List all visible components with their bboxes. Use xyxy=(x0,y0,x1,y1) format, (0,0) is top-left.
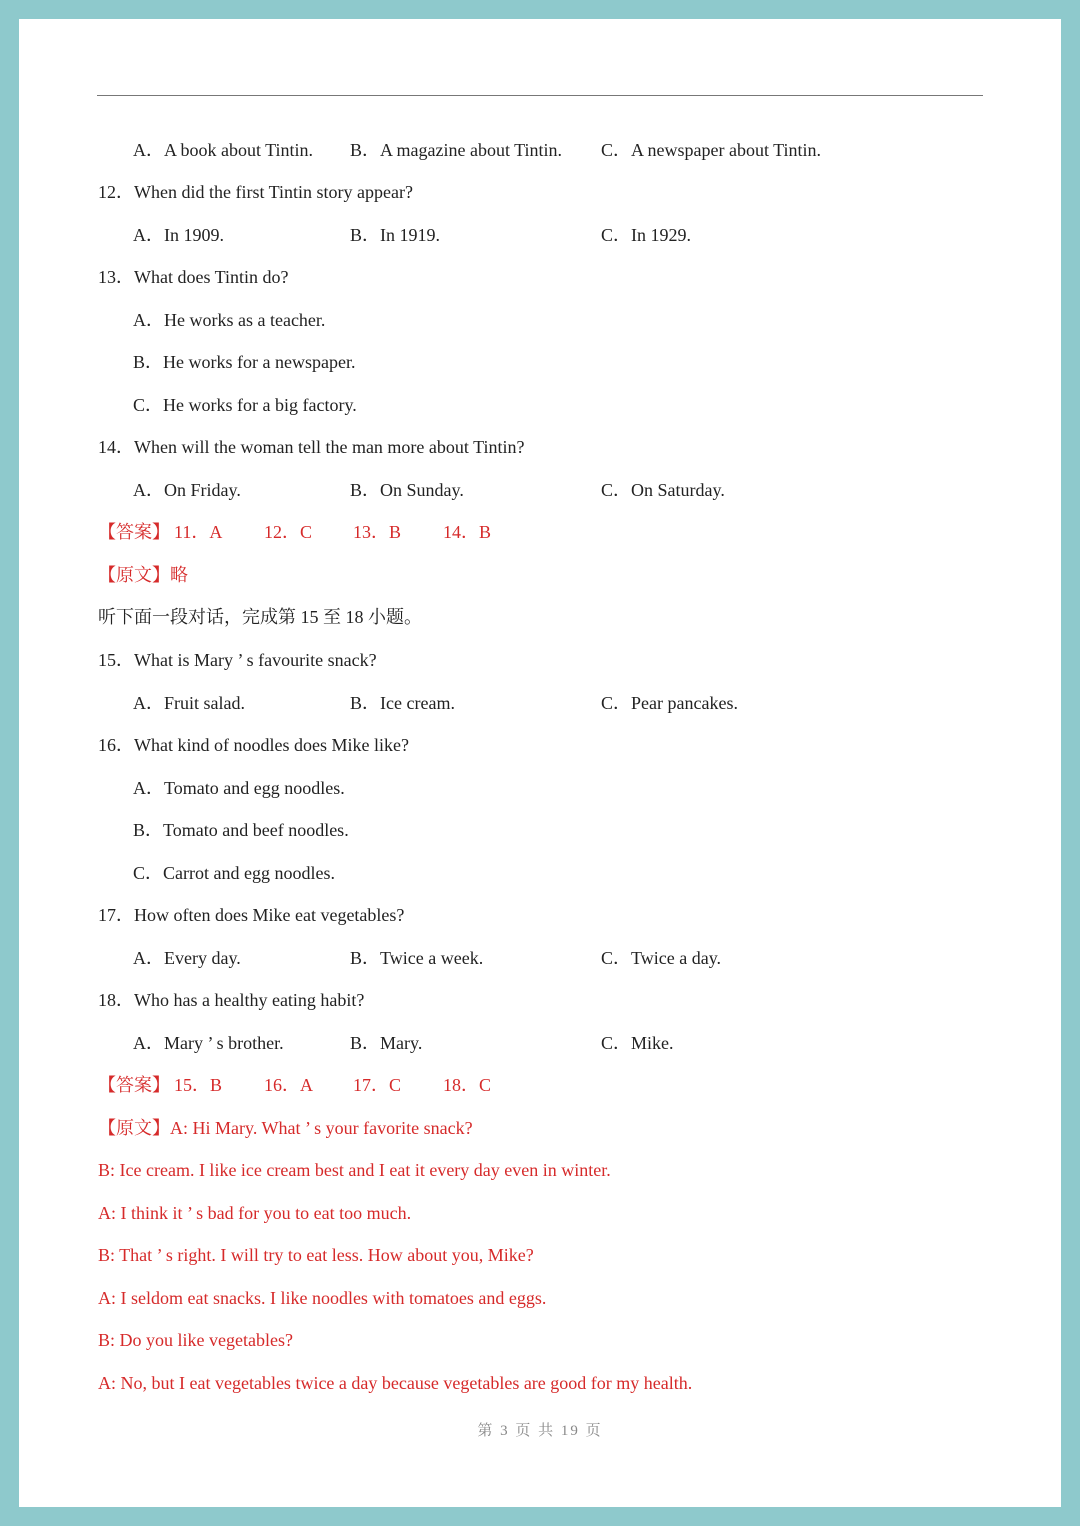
q17-option-a: A．Every day. xyxy=(133,948,241,968)
answer-item: 15．B xyxy=(174,1075,223,1095)
answer-item: 12．C xyxy=(264,522,313,542)
dialogue-line: B: That ’ s right. I will try to eat less. How about you, Mike? xyxy=(98,1245,534,1265)
q12-option-a: A．In 1909. xyxy=(133,225,224,245)
q13-option-c: C．He works for a big factory. xyxy=(133,395,357,415)
header-rule xyxy=(97,95,983,96)
q14-option-a: A．On Friday. xyxy=(133,480,241,500)
answer-label-2: 【答案】 xyxy=(98,1075,170,1095)
answer-item: 18．C xyxy=(443,1075,492,1095)
q15-stem: 15．What is Mary ’ s favourite snack? xyxy=(98,650,377,670)
answer-block-2 xyxy=(98,1073,492,1097)
dialogue-line: A: Hi Mary. What ’ s your favorite snack? xyxy=(170,1118,473,1138)
q11-option-a: A．A book about Tintin. xyxy=(133,140,314,160)
answer-item: 14．B xyxy=(443,522,492,542)
q17-stem: 17．How often does Mike eat vegetables? xyxy=(98,905,405,925)
q14-option-c: C．On Saturday. xyxy=(601,480,725,500)
q12-stem: 12．When did the first Tintin story appear? xyxy=(98,182,413,202)
dialogue-line: A: I seldom eat snacks. I like noodles with tomatoes and eggs. xyxy=(98,1288,547,1308)
original-text-1: 略 xyxy=(170,565,188,585)
page-footer: 第 3 页 共 19 页 xyxy=(477,1423,603,1439)
answer-item: 13．B xyxy=(353,522,402,542)
q15-option-b: B．Ice cream. xyxy=(350,693,455,713)
q15-option-c: C．Pear pancakes. xyxy=(601,693,738,713)
answer-item: 11．A xyxy=(174,522,223,542)
q13-option-b: B．He works for a newspaper. xyxy=(133,352,356,372)
q18-stem: 18．Who has a healthy eating habit? xyxy=(98,990,365,1010)
original-block-2 xyxy=(98,1116,473,1140)
answer-item: 17．C xyxy=(353,1075,402,1095)
q14-stem: 14．When will the woman tell the man more about Tintin? xyxy=(98,437,525,457)
q12-option-b: B．In 1919. xyxy=(350,225,440,245)
q14-option-b: B．On Sunday. xyxy=(350,480,464,500)
q15-option-a: A．Fruit salad. xyxy=(133,693,245,713)
q18-option-b: B．Mary. xyxy=(350,1033,423,1053)
answer-item: 16．A xyxy=(264,1075,313,1095)
dialogue-line: A: No, but I eat vegetables twice a day because vegetables are good for my health. xyxy=(98,1373,693,1393)
dialogue-line: A: I think it ’ s bad for you to eat too much. xyxy=(98,1203,412,1223)
original-block-1 xyxy=(98,563,188,587)
q17-option-c: C．Twice a day. xyxy=(601,948,722,968)
answer-block-1 xyxy=(98,520,492,544)
q11-option-b: B．A magazine about Tintin. xyxy=(350,140,563,160)
section-instruction: 听下面一段对话，完成第 15 至 18 小题。 xyxy=(98,607,422,627)
q13-stem: 13．What does Tintin do? xyxy=(98,267,289,287)
original-label-1: 【原文】 xyxy=(98,565,170,585)
q16-option-b: B．Tomato and beef noodles. xyxy=(133,820,349,840)
q18-option-a: A．Mary ’ s brother. xyxy=(133,1033,284,1053)
q16-option-c: C．Carrot and egg noodles. xyxy=(133,863,335,883)
q16-option-a: A．Tomato and egg noodles. xyxy=(133,778,345,798)
document-page xyxy=(19,19,1061,1507)
q18-option-c: C．Mike. xyxy=(601,1033,674,1053)
q16-stem: 16．What kind of noodles does Mike like? xyxy=(98,735,409,755)
answer-label-1: 【答案】 xyxy=(98,522,170,542)
q11-option-c: C．A newspaper about Tintin. xyxy=(601,140,822,160)
dialogue-line: B: Ice cream. I like ice cream best and I eat it every day even in winter. xyxy=(98,1160,611,1180)
q12-option-c: C．In 1929. xyxy=(601,225,691,245)
dialogue-line: B: Do you like vegetables? xyxy=(98,1330,293,1350)
q13-option-a: A．He works as a teacher. xyxy=(133,310,326,330)
q17-option-b: B．Twice a week. xyxy=(350,948,484,968)
original-label-2: 【原文】 xyxy=(98,1118,170,1138)
